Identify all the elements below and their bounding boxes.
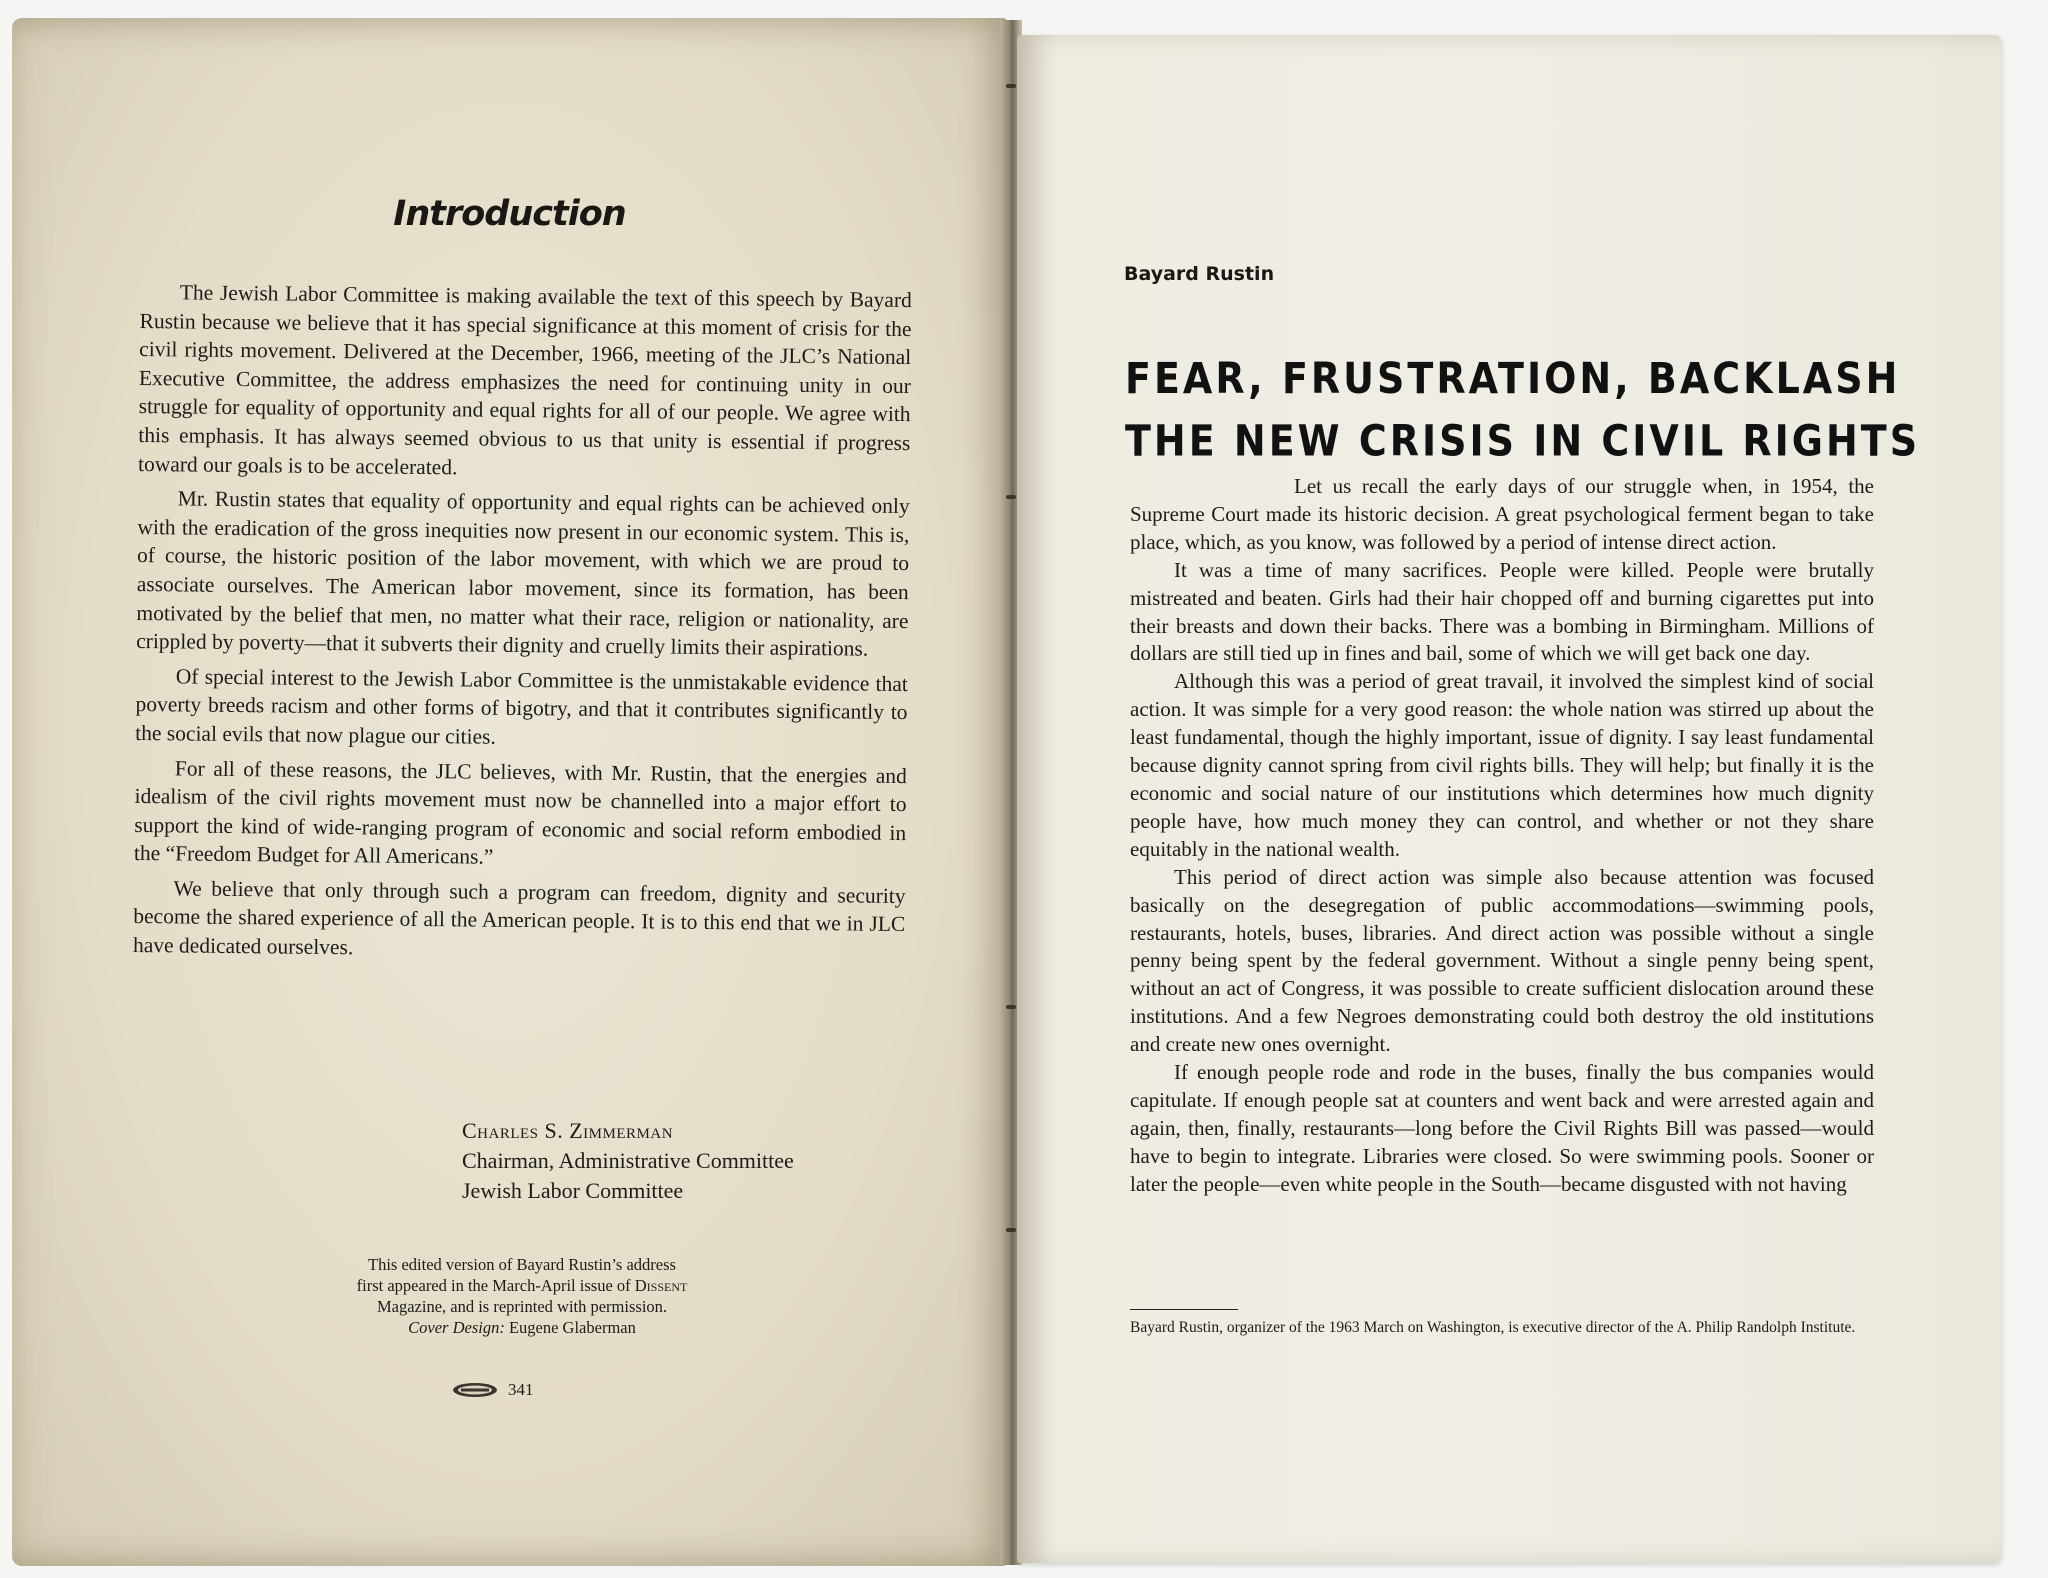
edition-note	[292, 1254, 752, 1338]
signatory-name: Charles S. Zimmerman	[462, 1118, 674, 1143]
signatory-title: Chairman, Administrative Committee	[462, 1148, 794, 1173]
article-paragraph: This period of direct action was simple also because attention was focused basically on the desegregation of public accommodations—swimming pools, restaurants, hotels, buses, libraries. And direct action was possible without a single penny being spent by the federal government. Without a single penny being spent, without an act of Congress, it was possible to create sufficient dislocation around these institutions. And a few Negroes demonstrating could both destroy the old institutions and create new ones overnight.	[1130, 864, 1874, 1057]
cover-credit-label: Cover Design:	[408, 1318, 505, 1337]
staple	[1006, 1005, 1016, 1009]
union-label-icon	[452, 1382, 498, 1398]
article-paragraph: It was a time of many sacrifices. People were killed. People were brutally mistreated and beaten. Girls had their hair chopped off and burning cigarettes put into their breasts and down their backs. There was a bombing in Birmingham. Millions of dollars are still tied up in fines and bail, some of which we will get back one day.	[1130, 557, 1874, 666]
article-paragraph: If enough people rode and rode in the buses, finally the bus companies would capitulate. If enough people sat at counters and went back and were arrested again and again, then, finally, restaurants—long before the Civil Rights Bill was passed—would have to begin to integrate. Libraries were closed. So were swimming pools. Sooner or later the people—even white people in the South—became disgusted with not having	[1130, 1060, 1874, 1196]
edition-note-line: This edited version of Bayard Rustin’s address	[368, 1255, 676, 1274]
author-name: Bayard Rustin	[1124, 263, 1275, 285]
footnote: Bayard Rustin, organizer of the 1963 March on Washington, is executive director of the A. Philip Randolph Institute.	[1130, 1319, 1856, 1336]
introduction-heading: Introduction	[393, 194, 626, 234]
article-paragraph: Let us recall the early days of our struggle when, in 1954, the Supreme Court made its historic decision. A great psychological ferment began to take place, which, as you know, was followed by a period of intense direct action.	[1130, 474, 1874, 554]
intro-paragraph: The Jewish Labor Committee is making available the text of this speech by Bayard Rustin because we believe that it has special significance at this moment of crisis for the civil rights movement. Delivered at the December, 1966, meeting of the JLC’s National Executive Committee, the address emphasizes the need for continuing unity in our struggle for equality of opportunity and equal rights for all of our people. We agree with this emphasis. It has always seemed obvious to us that unity is essential if progress toward our goals is to be accelerated.	[137, 280, 912, 479]
article-body	[1130, 473, 1874, 1199]
footnote-rule	[1130, 1309, 1238, 1310]
signatory-organization: Jewish Labor Committee	[462, 1178, 684, 1203]
left-page	[12, 18, 1007, 1566]
article-title-line: FEAR, FRUSTRATION, BACKLASH	[1125, 353, 1901, 403]
article-title	[1125, 347, 1920, 472]
staple	[1006, 84, 1016, 88]
magazine-name: Dissent	[634, 1276, 688, 1295]
cover-credit	[292, 1317, 752, 1338]
right-page	[1017, 35, 2002, 1563]
intro-paragraph: Of special interest to the Jewish Labor Committee is the unmistakable evidence that poverty breeds racism and other forms of bigotry, and that it contributes significantly to the social evils that now plague our cities.	[135, 664, 908, 749]
page-footer	[452, 1380, 534, 1400]
cover-designer: Eugene Glaberman	[508, 1318, 636, 1337]
staple	[1006, 495, 1016, 499]
intro-paragraph: For all of these reasons, the JLC believes, with Mr. Rustin, that the energies and idealism of the civil rights movement must now be channelled into a major effort to support the kind of wide-ranging program of economic and social reform embodied in the “Freedom Budget for All Americans.”	[133, 755, 907, 870]
intro-paragraph: Mr. Rustin states that equality of opportunity and equal rights can be achieved only with the eradication of the gross inequities now present in our economic system. This is, of course, the historic position of the labor movement, with which we are proud to associate ourselves. The American labor movement, since its formation, has been motivated by the belief that men, no matter what their race, religion or nationality, are crippled by poverty—that it subverts their dignity and cruelly limits their aspirations.	[136, 486, 910, 661]
edition-note-text: first appeared in the March-April issue of	[356, 1276, 631, 1295]
staple	[1006, 1228, 1016, 1232]
page-number: 341	[508, 1380, 534, 1399]
edition-note-line: Magazine, and is reprinted with permission.	[376, 1297, 668, 1316]
intro-paragraph: We believe that only through such a program can freedom, dignity and security become the shared experience of all the American people. It is to this end that we in JLC have dedicated ourselves.	[132, 876, 906, 960]
signature-block	[462, 1116, 794, 1206]
article-paragraph: Although this was a period of great travail, it involved the simplest kind of social action. It was simple for a very good reason: the whole nation was stirred up about the least fundamental, though the highly important, issue of dignity. I say least fundamental because dignity cannot spring from civil rights bills. They will help; but finally it is the economic and social nature of our institutions which determines how much dignity people have, how much money they can control, and whether or not they share equitably in the national wealth.	[1130, 669, 1874, 861]
article-title-line: THE NEW CRISIS IN CIVIL RIGHTS	[1125, 416, 1921, 466]
introduction-body	[133, 278, 912, 974]
edition-note-line	[292, 1275, 752, 1296]
